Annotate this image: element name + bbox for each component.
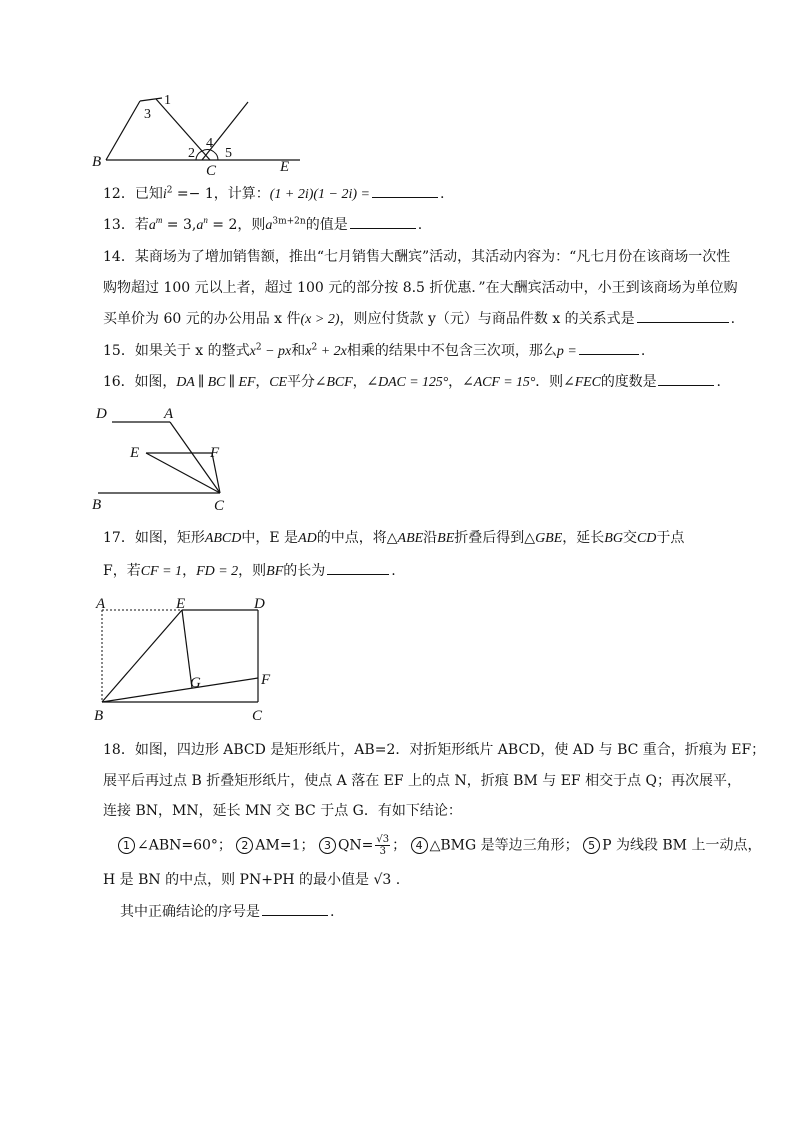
q17-m2: AD	[298, 531, 317, 546]
q16-t6: ．则	[535, 374, 564, 390]
q16-m6: ∠FEC	[563, 375, 601, 390]
q15-t1: 如果关于 x 的整式	[134, 343, 250, 359]
figure-16-svg	[90, 402, 250, 512]
q12-exp: 2	[166, 185, 173, 196]
label-e: E	[130, 445, 140, 461]
q15-t3: 相乘的结果中不包含三次项，那么	[346, 343, 557, 359]
q18-line-6	[120, 901, 334, 923]
q18-end: .	[330, 904, 335, 920]
fraction-numerator: √3	[376, 834, 390, 845]
label-f: F	[210, 445, 220, 461]
label-b: B	[92, 154, 102, 170]
q15-s2: 2	[311, 342, 318, 353]
q16-answer-blank[interactable]	[658, 371, 714, 386]
figure-17-svg	[90, 592, 290, 724]
q13-a1: a	[148, 218, 156, 233]
q12-i: i	[162, 187, 167, 202]
q18-s2: AM=1；	[255, 837, 315, 854]
label-2: 2	[188, 146, 195, 161]
label-d: D	[254, 596, 265, 612]
q12-text-a: 已知	[134, 186, 163, 202]
label-e: E	[176, 596, 186, 612]
label-3: 3	[144, 107, 151, 122]
circle-2: 2	[236, 837, 253, 854]
q18-s3b: ；	[392, 837, 407, 854]
line-ec	[146, 453, 220, 493]
q17-l1b: 中，E 是	[241, 530, 299, 546]
q16-m1: DA ∥ BC ∥ EF	[176, 375, 256, 390]
figure-16	[90, 402, 250, 512]
q15-s1: 2	[255, 342, 262, 353]
q17-end: .	[391, 563, 396, 579]
q15-number: 15．	[103, 343, 135, 359]
label-b: B	[94, 708, 104, 724]
q17-line-1	[103, 527, 684, 550]
q14-line-2: 购物超过 100 元以上者，超过 100 元的部分按 8.5 折优惠．”在大酬宾活动中，小王到该商场为单位购	[103, 280, 738, 296]
arc-2	[196, 151, 202, 160]
q13-a3: a	[265, 218, 273, 233]
q18-line-1: 18．如图，四边形 ABCD 是矩形纸片，AB=2．对折矩形纸片 ABCD，使 AD 与 BC 重合，折痕为 EF；	[103, 742, 766, 758]
q15-e1b: − px	[261, 344, 292, 359]
question-15	[103, 340, 717, 363]
q18-l5b: .	[391, 872, 401, 888]
q17-m9: FD = 2	[196, 564, 239, 579]
label-5: 5	[225, 146, 232, 161]
q17-l2c: ，则	[238, 563, 267, 579]
label-a: A	[164, 406, 174, 422]
q17-l2b: ，	[182, 563, 197, 579]
question-12	[103, 183, 717, 206]
q18-conclusions	[118, 834, 761, 857]
line-bf	[102, 678, 258, 702]
q16-t4: ，	[352, 374, 367, 390]
fraction-sqrt3-over-3	[375, 834, 390, 857]
q13-tail: 的值是	[305, 217, 348, 233]
q16-m5: ∠ACF = 15°	[462, 375, 536, 390]
q12-text-b: =− 1，计算：	[172, 186, 270, 202]
q17-l1e: 折叠后得到△	[454, 530, 536, 546]
q16-end: .	[716, 374, 721, 390]
label-g: G	[190, 675, 201, 691]
q15-e1: x	[249, 344, 256, 359]
q17-m10: BF	[266, 564, 284, 579]
label-c: C	[214, 498, 225, 514]
circle-3: 3	[319, 837, 336, 854]
q14-end: .	[730, 311, 736, 327]
label-f: F	[261, 672, 271, 688]
q15-end: .	[640, 343, 646, 359]
q14-line-1: 14．某商场为了增加销售额，推出“七月销售大酬宾”活动，其活动内容为：“凡七月份在该商场一次性	[103, 249, 731, 265]
q12-expr: (1 + 2i)(1 − 2i) =	[269, 187, 371, 202]
q13-end: .	[417, 217, 423, 233]
label-c: C	[252, 708, 263, 724]
q12-answer-blank[interactable]	[372, 183, 438, 198]
q17-l1c: 的中点，将△	[316, 530, 398, 546]
q17-m5: GBE	[535, 531, 563, 546]
q18-line-2: 展平后再过点 B 折叠矩形纸片，使点 A 落在 EF 上的点 N，折痕 BM 与 EF 相交于点 Q；再次展平，	[103, 773, 742, 789]
q13-a2: a	[196, 218, 204, 233]
line-b-up	[106, 101, 140, 160]
q15-e2b: + 2x	[317, 344, 347, 359]
circle-4: 4	[411, 837, 428, 854]
q17-answer-blank[interactable]	[327, 560, 389, 575]
q14-l3a: 买单价为 60 元的办公用品 x 件	[103, 311, 301, 327]
arc-5	[214, 152, 218, 160]
q16-m4: ∠DAC = 125°	[366, 375, 449, 390]
q18-s5: P 为线段 BM 上一动点，	[602, 837, 762, 854]
label-e: E	[280, 159, 290, 175]
q16-m3: ∠BCF	[314, 375, 353, 390]
q16-m2: CE	[269, 375, 287, 390]
q14-l3b: ，则应付货款 y（元）与商品件数 x 的关系式是	[339, 311, 635, 327]
q14-line-3	[103, 308, 735, 331]
q12-number: 12．	[103, 186, 135, 202]
question-16	[103, 371, 721, 394]
circle-1: 1	[118, 837, 135, 854]
q17-m7: CD	[636, 531, 657, 546]
q18-l5a: H 是 BN 的中点，则 PN+PH 的最小值是	[103, 872, 374, 888]
q18-s4: △BMG 是等边三角形；	[429, 837, 579, 854]
q13-answer-blank[interactable]	[350, 214, 416, 229]
q16-t2: ，	[255, 374, 270, 390]
q12-end: .	[440, 186, 445, 202]
q18-l6: 其中正确结论的序号是	[120, 904, 260, 920]
q17-m8: CF = 1	[140, 564, 183, 579]
q18-s1: ∠ABN=60°；	[137, 837, 232, 854]
q17-l1g: 交	[622, 530, 637, 546]
figure-17	[90, 592, 290, 724]
q16-number: 16．	[103, 374, 135, 390]
q14-answer-blank[interactable]	[637, 308, 729, 323]
label-1: 1	[164, 93, 171, 108]
question-13	[103, 214, 717, 237]
q15-p: p =	[556, 344, 577, 359]
circle-5: 5	[583, 837, 600, 854]
q13-number: 13．	[103, 217, 135, 233]
q18-line-5	[103, 869, 400, 891]
q18-line-3: 连接 BN，MN，延长 MN 交 BC 于点 G．有如下结论：	[103, 803, 462, 819]
figure-angles	[88, 93, 308, 179]
label-b: B	[92, 497, 102, 513]
q18-l5m: √3	[373, 872, 392, 888]
q17-m4: BE	[437, 531, 455, 546]
q16-t1: 如图，	[134, 374, 177, 390]
q17-l1f: ，延长	[562, 530, 605, 546]
q17-l1a: 17．如图，矩形	[103, 530, 205, 546]
label-4: 4	[206, 136, 213, 151]
q17-m6: BG	[604, 531, 623, 546]
q17-m1: ABCD	[204, 531, 242, 546]
q16-t5: ，	[448, 374, 463, 390]
q13-n: n	[203, 215, 208, 226]
q13-eq2: = 2，则	[207, 217, 266, 233]
q13-m: m	[155, 215, 163, 226]
q17-l1d: 沿	[423, 530, 438, 546]
q13-exp: 3m+2n	[272, 216, 306, 227]
line-top	[140, 98, 162, 101]
q17-l2a: F，若	[103, 563, 141, 579]
q13-eq1: = 3,	[162, 217, 197, 233]
q18-s3a: QN=	[337, 837, 374, 854]
label-a: A	[96, 596, 106, 612]
fraction-denominator: 3	[379, 846, 386, 857]
label-c: C	[206, 163, 217, 179]
line-be	[102, 610, 182, 702]
q17-l2d: 的长为	[283, 563, 326, 579]
q16-t3: 平分	[286, 374, 315, 390]
q17-m3: ABE	[397, 531, 424, 546]
q17-l1h: 于点	[656, 530, 685, 546]
q15-answer-blank[interactable]	[579, 340, 639, 355]
figure-angles-svg	[88, 93, 308, 179]
q17-line-2	[103, 560, 396, 583]
q16-t7: 的度数是	[600, 374, 657, 390]
q18-answer-blank[interactable]	[262, 901, 328, 916]
q15-t2: 和	[291, 343, 306, 359]
label-d: D	[96, 406, 107, 422]
q15-e2: x	[305, 344, 312, 359]
q14-l3m: (x > 2)	[300, 312, 340, 327]
q13-text-a: 若	[134, 217, 149, 233]
